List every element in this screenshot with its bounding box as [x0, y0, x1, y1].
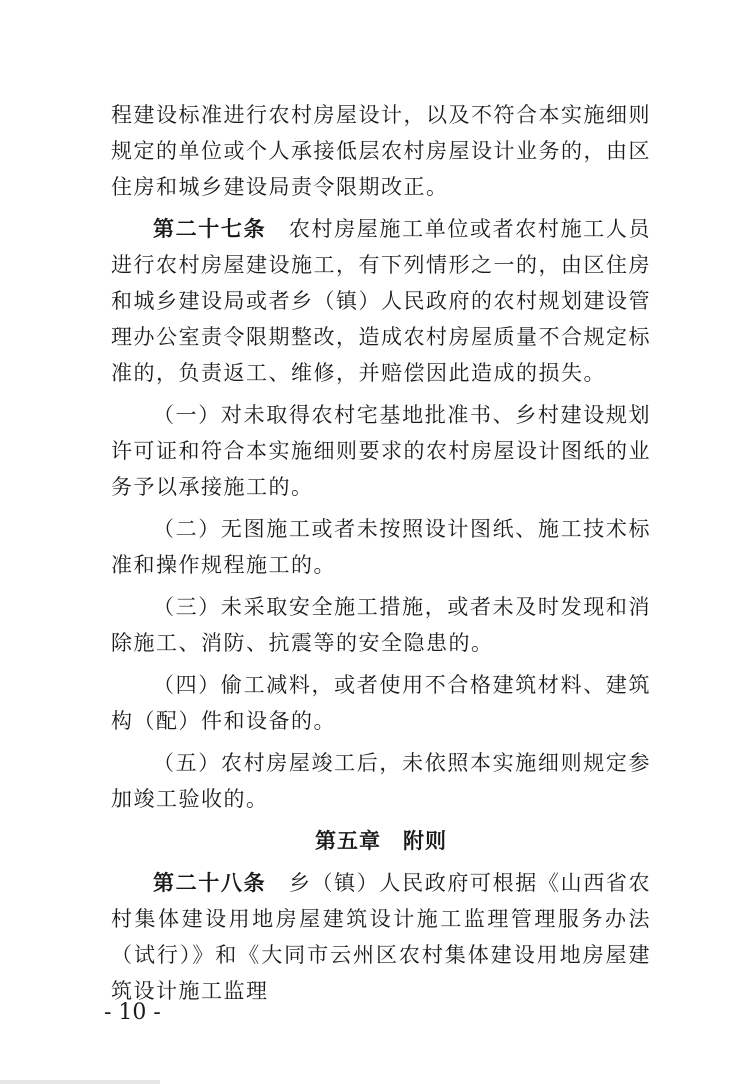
list-item-4: （四）偷工减料，或者使用不合格建筑材料、建筑构（配）件和设备的。: [111, 673, 651, 733]
article-27-label: 第二十七条: [153, 217, 267, 241]
article-27: [111, 211, 651, 391]
paragraph-continuation: 程建设标准进行农村房屋设计，以及不符合本实施细则规定的单位或个人承接低层农村房屋设计业务的，由区住房和城乡建设局责令限期改正。: [111, 103, 651, 199]
list-item-2: （二）无图施工或者未按照设计图纸、施工技术标准和操作规程施工的。: [111, 517, 651, 577]
article-28-text: 乡（镇）人民政府可根据《山西省农村集体建设用地房屋建筑设计施工监理管理服务办法（试行）》和《大同市云州区农村集体建设用地房屋建筑设计施工监理: [111, 871, 652, 1003]
article-28: [111, 865, 651, 1009]
article-28-label: 第二十八条: [153, 871, 267, 895]
page-number: - 10 -: [104, 1000, 161, 1025]
list-item-3: （三）未采取安全施工措施，或者未及时发现和消除施工、消防、抗震等的安全隐患的。: [111, 595, 651, 655]
list-item-5: （五）农村房屋竣工后，未依照本实施细则规定参加竣工验收的。: [111, 751, 651, 811]
list-item-1: （一）对未取得农村宅基地批准书、乡村建设规划许可证和符合本实施细则要求的农村房屋设计图纸的业务予以承接施工的。: [111, 403, 651, 499]
body-text: [111, 97, 651, 1015]
chapter-heading: 第五章 附则: [315, 829, 447, 853]
scan-edge: [0, 1080, 160, 1084]
article-27-text: 农村房屋施工单位或者农村施工人员进行农村房屋建设施工，有下列情形之一的，由区住房和城乡建设局或者乡（镇）人民政府的农村规划建设管理办公室责令限期整改，造成农村房屋质量不合规定标准的，负责返工、维修，并赔偿因此造成的损失。: [111, 217, 652, 385]
